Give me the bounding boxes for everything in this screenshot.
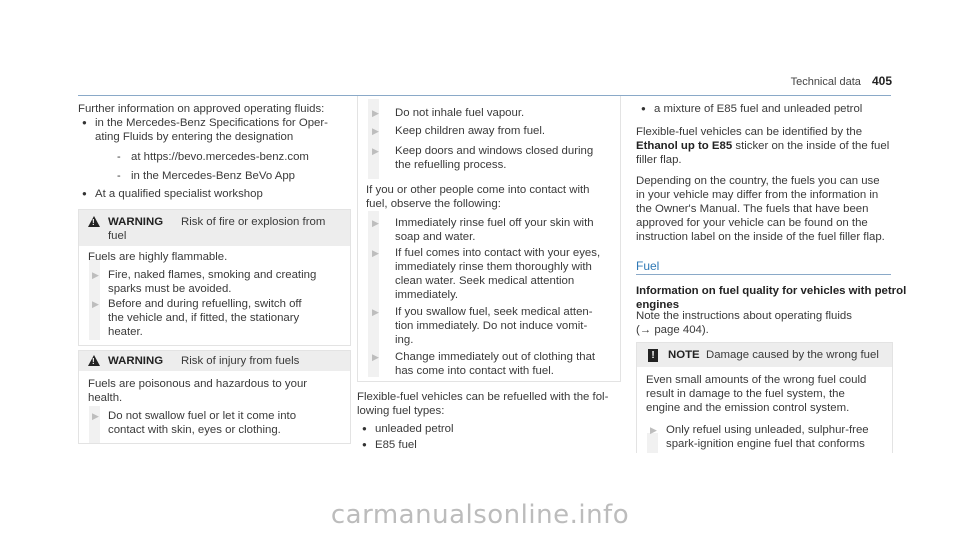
warning-triangle-icon: ! (88, 216, 100, 227)
step-text: If you swallow fuel, seek medical atten- (395, 306, 593, 318)
step-arrow-icon: ▶ (372, 307, 379, 317)
bullet-text: At a qualified specialist workshop (95, 188, 263, 200)
note-title: Damage caused by the wrong fuel (706, 349, 879, 361)
intro-text: Further information on approved operating fluids: (78, 103, 325, 115)
step-text: Before and during refuelling, switch off (108, 298, 302, 310)
note-text: Note the instructions about operating fluids (636, 310, 852, 322)
paragraph: Depending on the country, the fuels you can use (636, 175, 880, 187)
warning-label: WARNING (108, 216, 164, 228)
step-text: Keep doors and windows closed during (395, 145, 594, 157)
step-text: immediately rinse them thoroughly with (395, 261, 592, 273)
paragraph-rest: sticker on the inside of the fuel (732, 140, 890, 152)
fuel-divider (636, 274, 891, 275)
bullet-dot: ● (82, 189, 87, 198)
step-arrow-icon: ▶ (372, 248, 379, 258)
step-arrow-icon: ▶ (650, 425, 657, 435)
step-arrow-icon: ▶ (92, 299, 99, 309)
step-text: soap and water. (395, 231, 476, 243)
subitem-app: in the Mercedes-Benz BeVo App (131, 170, 296, 182)
warning-triangle-icon: ! (88, 355, 100, 366)
step-text: spark-ignition engine fuel that conforms (666, 438, 865, 450)
step-text: sparks must be avoided. (108, 283, 232, 295)
running-header (791, 74, 892, 88)
paragraph: lowing fuel types: (357, 405, 445, 417)
warning-title: Risk of fire or explosion from (181, 216, 326, 228)
paragraph: the Owner's Manual. The fuels that have been (636, 203, 869, 215)
step-arrow-icon: ▶ (372, 146, 379, 156)
note-body: Even small amounts of the wrong fuel could (646, 374, 867, 386)
step-text: ing. (395, 334, 414, 346)
warning-title: fuel (108, 230, 127, 242)
fuel-type: a mixture of E85 fuel and unleaded petrol (654, 103, 863, 115)
step-text: Keep children away from fuel. (395, 125, 546, 137)
warning-text: health. (88, 392, 123, 404)
warning-text: Fuels are poisonous and hazardous to your (88, 378, 308, 390)
step-text: Immediately rinse fuel off your skin with (395, 217, 594, 229)
warning-label: WARNING (108, 355, 164, 367)
step-arrow-icon: ▶ (372, 108, 379, 118)
bullet-dot: ● (82, 118, 87, 127)
fuel-type: E85 fuel (375, 439, 417, 451)
step-text: contact with skin, eyes or clothing. (108, 424, 281, 436)
paragraph: If you or other people come into contact with (366, 184, 590, 196)
step-text: Change immediately out of clothing that (395, 351, 596, 363)
subitem-url: at https://bevo.mercedes-benz.com (131, 151, 309, 163)
section-title: Technical data (790, 76, 861, 88)
warning-title: Risk of injury from fuels (181, 355, 300, 367)
step-text: Do not inhale fuel vapour. (395, 107, 525, 119)
step-text: clean water. Seek medical attention (395, 275, 575, 287)
step-text: the refuelling process. (395, 159, 507, 171)
bullet-text: ating Fluids by entering the designation (95, 131, 294, 143)
info-title: Information on fuel quality for vehicles with petrol (636, 285, 907, 297)
step-arrow-icon: ▶ (372, 352, 379, 362)
paragraph: fuel, observe the following: (366, 198, 501, 210)
step-text: heater. (108, 326, 143, 338)
bullet-dot: ● (362, 424, 367, 433)
paragraph: in your vehicle may differ from the information in (636, 189, 879, 201)
info-title: engines (636, 299, 680, 311)
note-label: NOTE (668, 349, 700, 361)
step-text: If fuel comes into contact with your eyes, (395, 247, 601, 259)
step-text: Do not swallow fuel or let it come into (108, 410, 297, 422)
bullet-dot: ● (641, 104, 646, 113)
paragraph: instruction label on the inside of the fuel filler flap. (636, 231, 885, 243)
bullet-dot: ● (362, 440, 367, 449)
paragraph: Flexible-fuel vehicles can be identified by the (636, 126, 863, 138)
note-body: engine and the emission control system. (646, 402, 850, 414)
step-text: Only refuel using unleaded, sulphur-free (666, 424, 869, 436)
paragraph (636, 139, 889, 153)
fuel-section-heading: Fuel (636, 259, 660, 273)
dash-marker: - (117, 151, 121, 163)
paragraph: approved for your vehicle can be found on the (636, 217, 868, 229)
warning-text: Fuels are highly flammable. (88, 251, 228, 263)
step-arrow-icon: ▶ (372, 218, 379, 228)
note-body: result in damage to the fuel system, the (646, 388, 845, 400)
step-arrow-icon: ▶ (372, 126, 379, 136)
page-number: 405 (871, 74, 892, 88)
step-text: Fire, naked flames, smoking and creating (108, 269, 317, 281)
dash-marker: - (117, 170, 121, 182)
sticker-name: Ethanol up to E85 (636, 140, 733, 152)
step-arrow-icon: ▶ (92, 411, 99, 421)
page-reference-link[interactable]: (→ page 404). (636, 324, 709, 336)
step-text: has come into contact with fuel. (395, 365, 554, 377)
step-text: the vehicle and, if fitted, the stationary (108, 312, 300, 324)
step-arrow-icon: ▶ (92, 270, 99, 280)
step-text: immediately. (395, 289, 459, 301)
note-exclamation-icon: ! (648, 349, 658, 362)
paragraph: filler flap. (636, 154, 682, 166)
fuel-type: unleaded petrol (375, 423, 454, 435)
paragraph: Flexible-fuel vehicles can be refuelled with the fol- (357, 391, 609, 403)
watermark: carmanualsonline.info (330, 500, 630, 530)
step-text: tion immediately. Do not induce vomit- (395, 320, 588, 332)
bullet-text: in the Mercedes-Benz Specifications for Oper- (95, 117, 328, 129)
